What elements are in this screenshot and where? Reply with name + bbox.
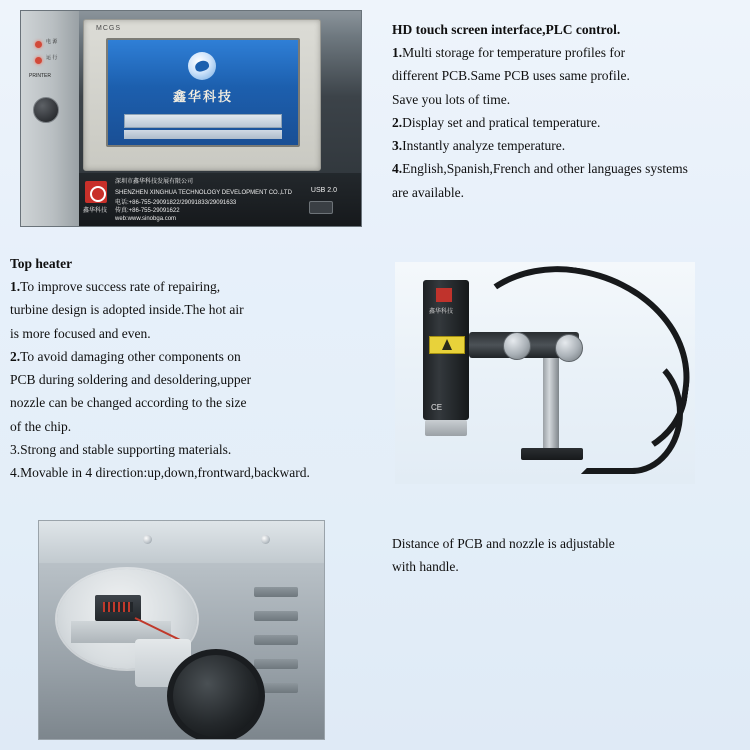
top-item-2-line-3: nozzle can be changed according to the size — [10, 395, 247, 411]
distance-line-1: Distance of PCB and nozzle is adjustable — [392, 536, 615, 551]
panel-company-cn: 深圳市鑫华科技发展有限公司 — [115, 179, 194, 185]
machine-top-strip — [39, 521, 324, 563]
hd-item-2: 2.Display set and pratical temperature. — [392, 114, 601, 130]
top-item-1-line-3: is more focused and even. — [10, 325, 151, 341]
lcd-bar-primary — [124, 114, 282, 128]
adjust-handle-2 — [555, 334, 583, 362]
top-item-2-line-1: 2.To avoid damaging other components on — [10, 348, 241, 364]
heater-nozzle — [425, 420, 467, 436]
distance-note-text — [392, 532, 732, 578]
photo-nozzle-closeup — [38, 520, 325, 740]
photo-top-heater-unit — [395, 262, 695, 484]
heater-base — [521, 448, 583, 460]
top-item-2-line-2: PCB during soldering and desoldering,upper — [10, 372, 252, 388]
panel-fax: 传真:+86-755-29091622 — [115, 208, 180, 214]
usb-port — [309, 201, 333, 214]
screw-2 — [261, 535, 270, 544]
usb-label: USB 2.0 — [310, 187, 337, 194]
hd-heading: HD touch screen interface,PLC control. — [392, 22, 621, 37]
ce-mark: CE — [431, 403, 443, 412]
panel-web: web:www.sinobga.com — [115, 216, 177, 222]
heater-brand-cn: 鑫华科技 — [429, 309, 454, 315]
rotary-knob — [33, 97, 59, 123]
heater-body — [423, 280, 469, 420]
hd-item-1-line-2: different PCB.Same PCB uses same profile. — [392, 68, 630, 84]
warning-label-icon — [429, 336, 465, 354]
distance-line-2: with handle. — [392, 559, 459, 575]
photo-control-panel — [20, 10, 362, 227]
heater-support-column — [543, 358, 559, 450]
top-item-2-line-4: of the chip. — [10, 418, 72, 434]
top-heater-heading: Top heater — [10, 256, 73, 271]
top-item-1-line-1: 1.To improve success rate of repairing, — [10, 279, 221, 295]
lcd-title: 鑫华科技 — [172, 89, 233, 104]
panel-brand-cn: 鑫华科技 — [83, 208, 108, 214]
screw-1 — [143, 535, 152, 544]
panel-company-en: SHENZHEN XINGHUA TECHNOLOGY DEVELOPMENT CO.,LTD — [115, 190, 292, 196]
touch-screen-bezel — [83, 19, 321, 171]
panel-left-column — [21, 11, 79, 226]
panel-label-1: 电 源 — [46, 39, 58, 45]
screen-model-label: MCGS — [96, 25, 121, 32]
panel-label-2: 运 行 — [46, 55, 58, 61]
lcd-display — [106, 38, 300, 147]
panel-bottom-strip — [79, 173, 361, 226]
brand-logo-icon — [188, 52, 216, 80]
hd-item-1-line-1: 1.Multi storage for temperature profiles for — [392, 45, 626, 61]
top-heater-text — [10, 252, 385, 484]
top-item-3: 3.Strong and stable supporting materials. — [10, 441, 232, 457]
company-logo-icon — [85, 181, 107, 203]
heater-brand-mark-icon — [436, 288, 452, 302]
nozzle-opening — [167, 649, 265, 740]
hd-touch-screen-text — [392, 18, 742, 204]
panel-tel: 电话:+86-755-29091822/29091833/29091633 — [115, 200, 237, 206]
adjust-handle-1 — [503, 332, 531, 360]
hd-item-3: 3.Instantly analyze temperature. — [392, 138, 566, 154]
lcd-bar-secondary — [124, 130, 282, 139]
indicator-led-1 — [35, 41, 42, 48]
hd-item-1-line-3: Save you lots of time. — [392, 91, 511, 107]
heater-cable-lower — [581, 352, 683, 474]
hd-item-4-line-1: 4.English,Spanish,French and other languages systems — [392, 161, 688, 177]
top-item-1-line-2: turbine design is adopted inside.The hot air — [10, 302, 244, 318]
printer-label: PRINTER — [29, 73, 51, 79]
hd-item-4-line-2: are available. — [392, 184, 464, 200]
indicator-led-2 — [35, 57, 42, 64]
top-item-4: 4.Movable in 4 direction:up,down,frontward,backward. — [10, 464, 310, 480]
